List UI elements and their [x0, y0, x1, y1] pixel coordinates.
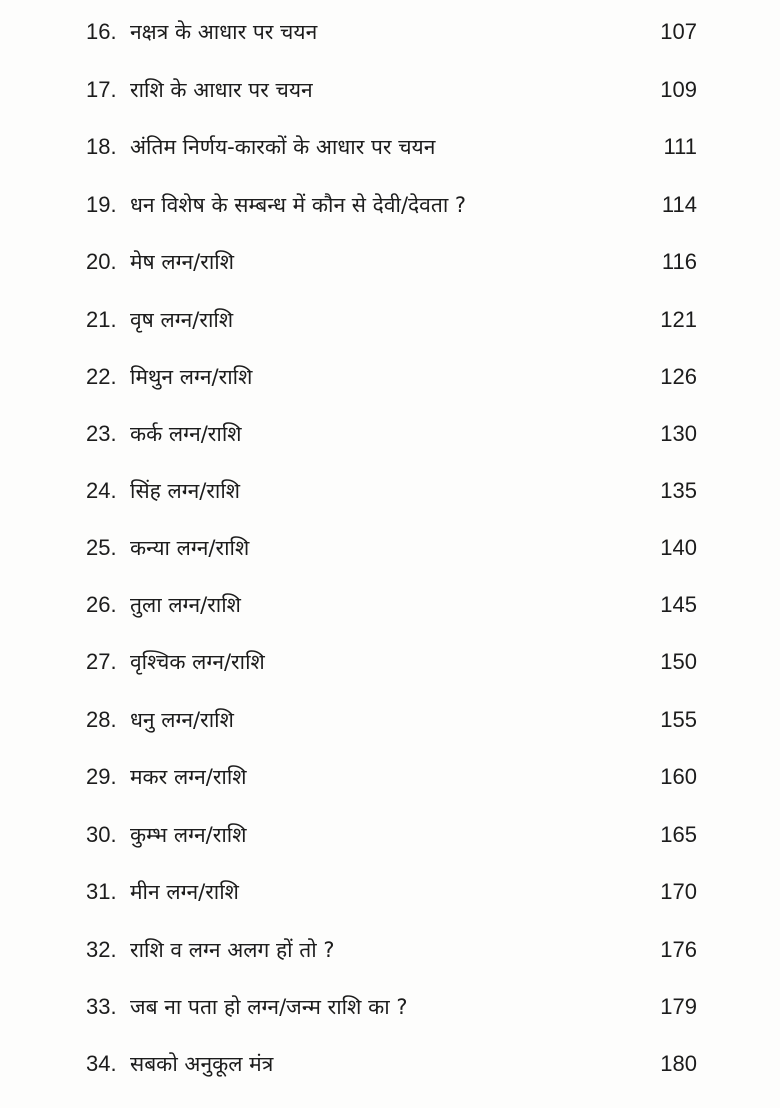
- entry-number: 33.: [86, 994, 117, 1019]
- entry-title: मेष लग्न/राशि: [130, 250, 234, 274]
- entry-number: 20.: [86, 249, 117, 274]
- entry-page-number: 150: [660, 649, 697, 674]
- entry-number: 31.: [86, 879, 117, 904]
- entry-title: सिंह लग्न/राशि: [130, 479, 241, 503]
- entry-title: मिथुन लग्न/राशि: [130, 365, 253, 389]
- entry-page-number: 109: [660, 77, 697, 102]
- entry-page-number: 140: [660, 535, 697, 560]
- entry-title: धनु लग्न/राशि: [130, 708, 234, 732]
- entry-page-number: 160: [660, 764, 697, 789]
- entry-title: कन्या लग्न/राशि: [130, 536, 250, 560]
- toc-entry: [0, 185, 780, 225]
- toc-entry: [0, 642, 780, 682]
- entry-number: 25.: [86, 535, 117, 560]
- entry-page-number: 179: [660, 994, 697, 1019]
- entry-page-number: 170: [660, 879, 697, 904]
- entry-page-number: 116: [661, 249, 697, 274]
- entry-number: 28.: [86, 707, 117, 732]
- toc-entry: [0, 471, 780, 511]
- entry-number: 17.: [86, 77, 117, 102]
- entry-title: वृष लग्न/राशि: [130, 308, 234, 332]
- entry-page-number: 114: [661, 192, 697, 217]
- entry-page-number: 107: [660, 19, 697, 44]
- entry-title: मकर लग्न/राशि: [130, 765, 247, 789]
- entry-title: नक्षत्र के आधार पर चयन: [130, 20, 318, 44]
- entry-page-number: 135: [660, 478, 697, 503]
- entry-title: तुला लग्न/राशि: [130, 593, 241, 617]
- toc-entry: [0, 987, 780, 1027]
- entry-number: 32.: [86, 937, 117, 962]
- toc-entry: [0, 700, 780, 740]
- entry-page-number: 180: [660, 1051, 697, 1076]
- entry-title: कुम्भ लग्न/राशि: [130, 823, 247, 847]
- toc-entry: [0, 242, 780, 282]
- toc-entry: [0, 585, 780, 625]
- entry-title: वृश्चिक लग्न/राशि: [130, 650, 265, 674]
- entry-number: 23.: [86, 421, 117, 446]
- toc-entry: [0, 1044, 780, 1084]
- toc-entry: [0, 930, 780, 970]
- toc-entry: [0, 357, 780, 397]
- entry-title: राशि के आधार पर चयन: [130, 78, 313, 102]
- entry-number: 30.: [86, 822, 117, 847]
- entry-number: 29.: [86, 764, 117, 789]
- entry-number: 27.: [86, 649, 117, 674]
- toc-entry: [0, 12, 780, 52]
- entry-title: अंतिम निर्णय-कारकों के आधार पर चयन: [130, 135, 436, 159]
- toc-entry: [0, 815, 780, 855]
- entry-number: 21.: [86, 307, 117, 332]
- entry-number: 19.: [86, 192, 117, 217]
- entry-number: 16.: [86, 19, 117, 44]
- toc-entry: [0, 872, 780, 912]
- entry-number: 22.: [86, 364, 117, 389]
- entry-title: सबको अनुकूल मंत्र: [130, 1052, 274, 1076]
- toc-entry: [0, 70, 780, 110]
- toc-entry: [0, 127, 780, 167]
- toc-entry: [0, 300, 780, 340]
- entry-page-number: 126: [660, 364, 697, 389]
- entry-page-number: 111: [663, 134, 697, 159]
- entry-number: 34.: [86, 1051, 117, 1076]
- entry-title: मीन लग्न/राशि: [130, 880, 239, 904]
- entry-page-number: 145: [660, 592, 697, 617]
- toc-entry: [0, 528, 780, 568]
- entry-title: धन विशेष के सम्बन्ध में कौन से देवी/देवता ?: [130, 193, 467, 217]
- entry-page-number: 130: [660, 421, 697, 446]
- toc-entry: [0, 757, 780, 797]
- entry-title: जब ना पता हो लग्न/जन्म राशि का ?: [130, 995, 408, 1019]
- entry-page-number: 165: [660, 822, 697, 847]
- toc-entry: [0, 414, 780, 454]
- entry-number: 18.: [86, 134, 117, 159]
- entry-page-number: 155: [660, 707, 697, 732]
- entry-number: 24.: [86, 478, 117, 503]
- entry-number: 26.: [86, 592, 117, 617]
- entry-title: कर्क लग्न/राशि: [130, 422, 242, 446]
- entry-title: राशि व लग्न अलग हों तो ?: [130, 938, 335, 962]
- entry-page-number: 176: [660, 937, 697, 962]
- entry-page-number: 121: [660, 307, 697, 332]
